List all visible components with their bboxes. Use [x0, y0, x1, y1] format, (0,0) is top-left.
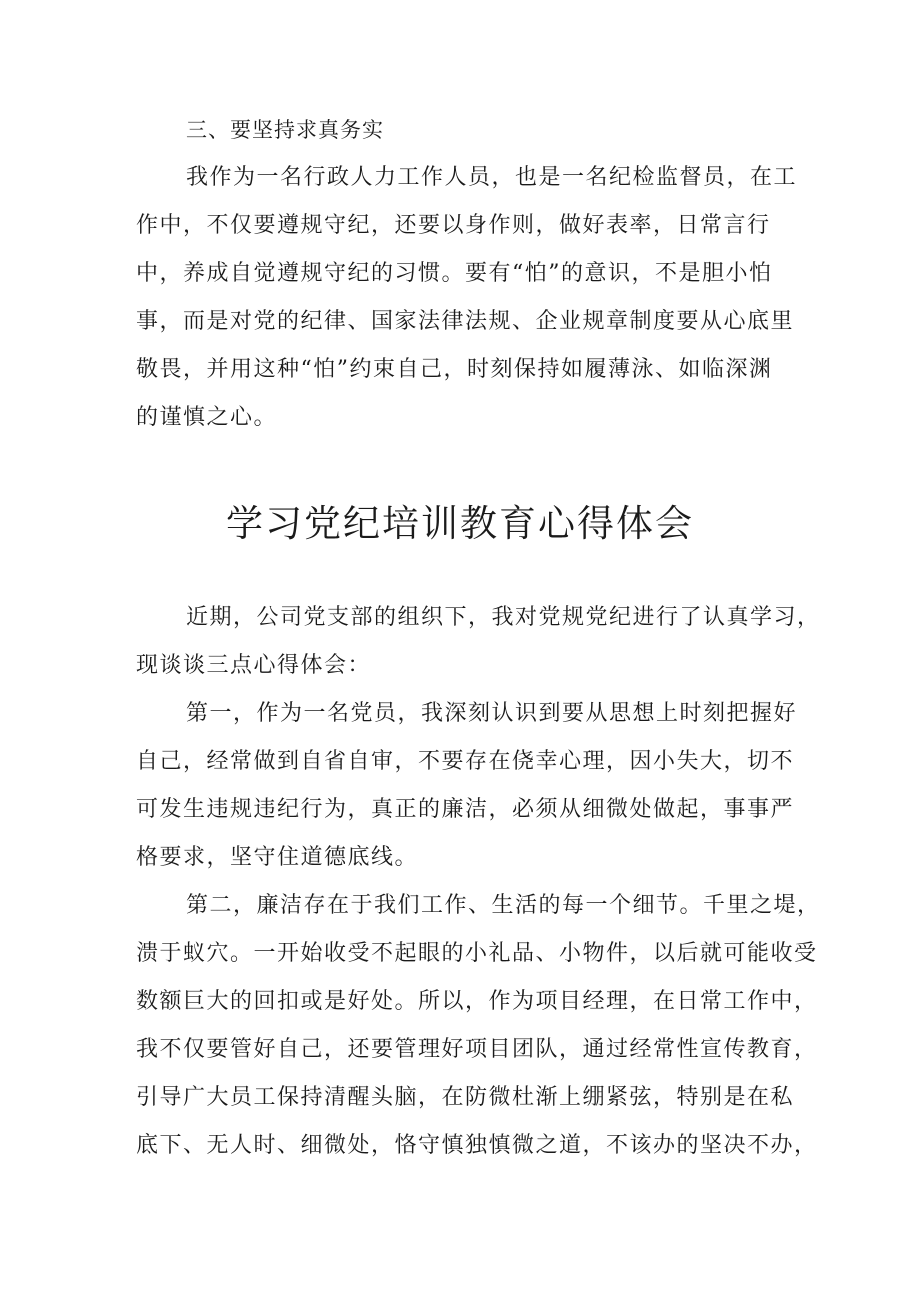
paragraph-line: 第二，廉洁存在于我们工作、生活的每一个细节。千里之堤， — [186, 893, 821, 918]
paragraph-second-point — [136, 882, 821, 1170]
paragraph-line: 自己，经常做到自省自审，不要存在侥幸心理，因小失大，切不 — [136, 749, 795, 774]
paragraph-line: 现谈谈三点心得体会： — [136, 653, 372, 678]
paragraph-line: 引导广大员工保持清醒头脑，在防微杜渐上绷紧弦，特别是在私 — [136, 1085, 795, 1110]
paragraph-line: 数额巨大的回扣或是好处。所以，作为项目经理，在日常工作中， — [136, 989, 818, 1014]
paragraph-line: 我不仅要管好自己，还要管理好项目团队，通过经常性宣传教育， — [136, 1037, 818, 1062]
paragraph-intro — [136, 594, 821, 690]
paragraph-line: 底下、无人时、细微处，恪守慎独慎微之道，不该办的坚决不办， — [136, 1133, 818, 1158]
paragraph-line: 中，养成自觉遵规守纪的习惯。要有“怕”的意识，不是胆小怕 — [136, 261, 773, 286]
paragraph-line: 第一，作为一名党员，我深刻认识到要从思想上时刻把握好 — [186, 701, 798, 726]
document-title: 学习党纪培训教育心得体会 — [226, 502, 694, 545]
paragraph-line: 事，而是对党的纪律、国家法律法规、企业规章制度要从心底里 — [136, 309, 795, 334]
section-heading: 三、要坚持求真务实 — [186, 118, 384, 142]
paragraph-line: 溃于蚁穴。一开始收受不起眼的小礼品、小物件，以后就可能收受 — [136, 941, 818, 966]
paragraph-line: 的谨慎之心。 — [136, 405, 278, 430]
paragraph-line: 作中，不仅要遵规守纪，还要以身作则，做好表率，日常言行 — [136, 213, 771, 238]
paragraph-prev — [136, 154, 796, 442]
paragraph-line: 格要求，坚守住道德底线。 — [136, 845, 419, 870]
paragraph-line: 近期，公司党支部的组织下，我对党规党纪进行了认真学习， — [186, 605, 821, 630]
paragraph-line: 敬畏，并用这种“怕”约束自己，时刻保持如履薄泳、如临深渊 — [136, 357, 773, 382]
paragraph-line: 我作为一名行政人力工作人员，也是一名纪检监督员，在工 — [186, 165, 798, 190]
paragraph-first-point — [136, 690, 796, 882]
paragraph-line: 可发生违规违纪行为，真正的廉洁，必须从细微处做起，事事严 — [136, 797, 795, 822]
